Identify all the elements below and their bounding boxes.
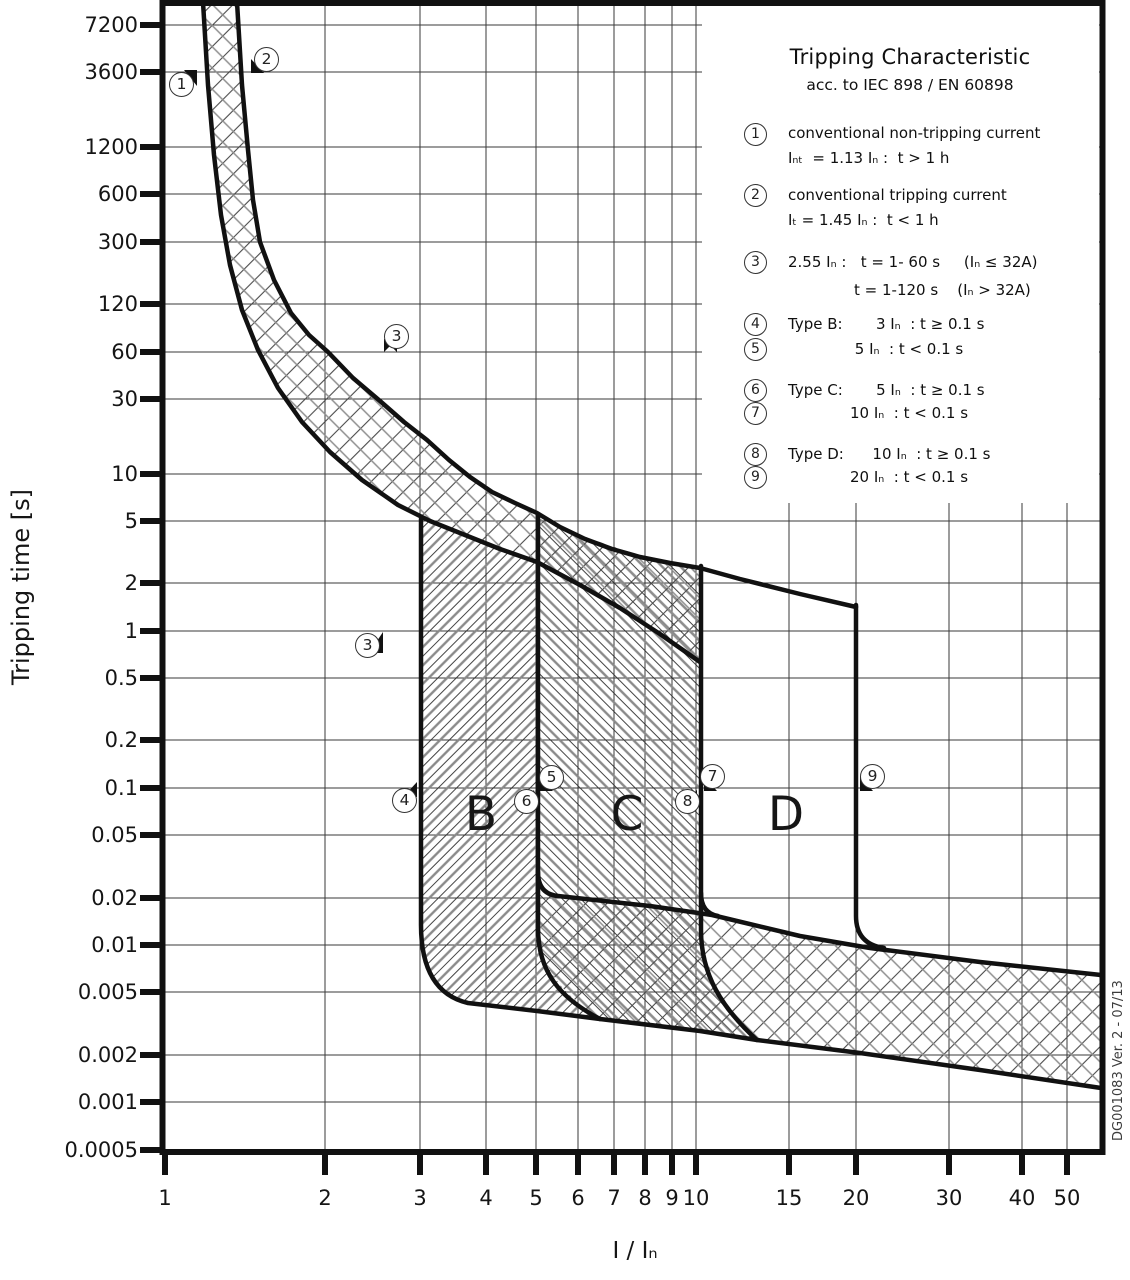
magnetic-band-hatch <box>538 875 1101 1088</box>
legend-item-text: Type D: 10 Iₙ : t ≥ 0.1 s <box>788 445 991 463</box>
region-letter-C: C <box>610 787 644 842</box>
legend-item-number: 6 <box>744 379 767 402</box>
legend-item-text: 10 Iₙ : t < 0.1 s <box>788 404 969 422</box>
y-tick-label: 0.005 <box>77 980 138 1004</box>
legend-item-number: 8 <box>744 443 767 466</box>
x-tick-label: 15 <box>775 1186 803 1210</box>
curve-marker-7: 7 <box>700 764 725 789</box>
legend-title: Tripping Characteristic <box>789 45 1031 69</box>
x-tick-label: 30 <box>935 1186 963 1210</box>
legend-item-text: 5 Iₙ : t < 0.1 s <box>788 340 964 358</box>
curve-marker-3: 3 <box>355 633 380 658</box>
curve-marker-3: 3 <box>384 324 409 349</box>
y-tick-label: 0.05 <box>91 823 138 847</box>
y-axis-title: Tripping time [s] <box>7 489 35 685</box>
y-tick-label: 120 <box>97 292 138 316</box>
x-tick-label: 50 <box>1053 1186 1081 1210</box>
y-tick-label: 1200 <box>84 135 138 159</box>
y-tick-label: 0.001 <box>77 1090 138 1114</box>
x-axis-title: I / Iₙ <box>612 1238 658 1264</box>
legend-item-text: Type B: 3 Iₙ : t ≥ 0.1 s <box>788 315 985 333</box>
legend-item-text: t = 1-120 s (Iₙ > 32A) <box>854 281 1031 299</box>
legend-item-number: 4 <box>744 313 767 336</box>
y-tick-label: 0.5 <box>104 666 138 690</box>
y-tick-label: 2 <box>124 571 138 595</box>
curve-marker-2: 2 <box>254 47 279 72</box>
y-tick-label: 60 <box>111 340 138 364</box>
legend-item-text: conventional non-tripping current <box>788 124 1041 142</box>
x-tick-label: 9 <box>665 1186 679 1210</box>
y-tick-label: 3600 <box>84 60 138 84</box>
region-letter-B: B <box>464 787 498 842</box>
x-tick-label: 7 <box>607 1186 621 1210</box>
y-tick-label: 0.02 <box>91 886 138 910</box>
x-tick-label: 10 <box>682 1186 710 1210</box>
x-tick-label: 8 <box>638 1186 652 1210</box>
x-tick-label: 20 <box>842 1186 870 1210</box>
legend-subtitle: acc. to IEC 898 / EN 60898 <box>806 76 1014 94</box>
y-tick-label: 1 <box>124 619 138 643</box>
legend-item-text: Iₙₜ = 1.13 Iₙ : t > 1 h <box>788 149 950 167</box>
x-tick-label: 3 <box>413 1186 427 1210</box>
y-tick-label: 10 <box>111 462 138 486</box>
curve-marker-5: 5 <box>539 765 564 790</box>
curve-marker-8: 8 <box>675 789 700 814</box>
legend-item-text: 2.55 Iₙ : t = 1- 60 s (Iₙ ≤ 32A) <box>788 253 1038 271</box>
curve-marker-6: 6 <box>514 789 539 814</box>
x-tick-label: 1 <box>158 1186 172 1210</box>
legend-item-number: 2 <box>744 184 767 207</box>
y-tick-label: 30 <box>111 387 138 411</box>
x-tick-label: 6 <box>571 1186 585 1210</box>
curve-marker-4: 4 <box>392 788 417 813</box>
legend-item-number: 7 <box>744 402 767 425</box>
y-tick-label: 600 <box>97 182 138 206</box>
y-tick-label: 300 <box>97 230 138 254</box>
x-tick-label: 4 <box>479 1186 493 1210</box>
y-tick-label: 5 <box>124 509 138 533</box>
y-tick-label: 0.01 <box>91 933 138 957</box>
y-tick-label: 0.0005 <box>64 1138 138 1162</box>
x-tick-label: 2 <box>318 1186 332 1210</box>
legend-item-text: Type C: 5 Iₙ : t ≥ 0.1 s <box>788 381 985 399</box>
legend-item-text: conventional tripping current <box>788 186 1007 204</box>
x-tick-label: 5 <box>529 1186 543 1210</box>
legend-item-number: 9 <box>744 466 767 489</box>
curve-marker-1: 1 <box>169 72 194 97</box>
y-tick-label: 0.2 <box>104 728 138 752</box>
legend-item-number: 5 <box>744 338 767 361</box>
y-tick-label: 0.1 <box>104 776 138 800</box>
curve-marker-9: 9 <box>860 764 885 789</box>
document-reference-text: DG001083 Ver. 2 - 07/13 <box>1111 980 1126 1141</box>
region-letter-D: D <box>767 787 805 842</box>
legend-item-text: Iₜ = 1.45 Iₙ : t < 1 h <box>788 211 939 229</box>
y-tick-label: 7200 <box>84 13 138 37</box>
y-tick-label: 0.002 <box>77 1043 138 1067</box>
legend-item-number: 3 <box>744 251 767 274</box>
legend-item-text: 20 Iₙ : t < 0.1 s <box>788 468 969 486</box>
legend-item-number: 1 <box>744 123 767 146</box>
x-tick-label: 40 <box>1008 1186 1036 1210</box>
